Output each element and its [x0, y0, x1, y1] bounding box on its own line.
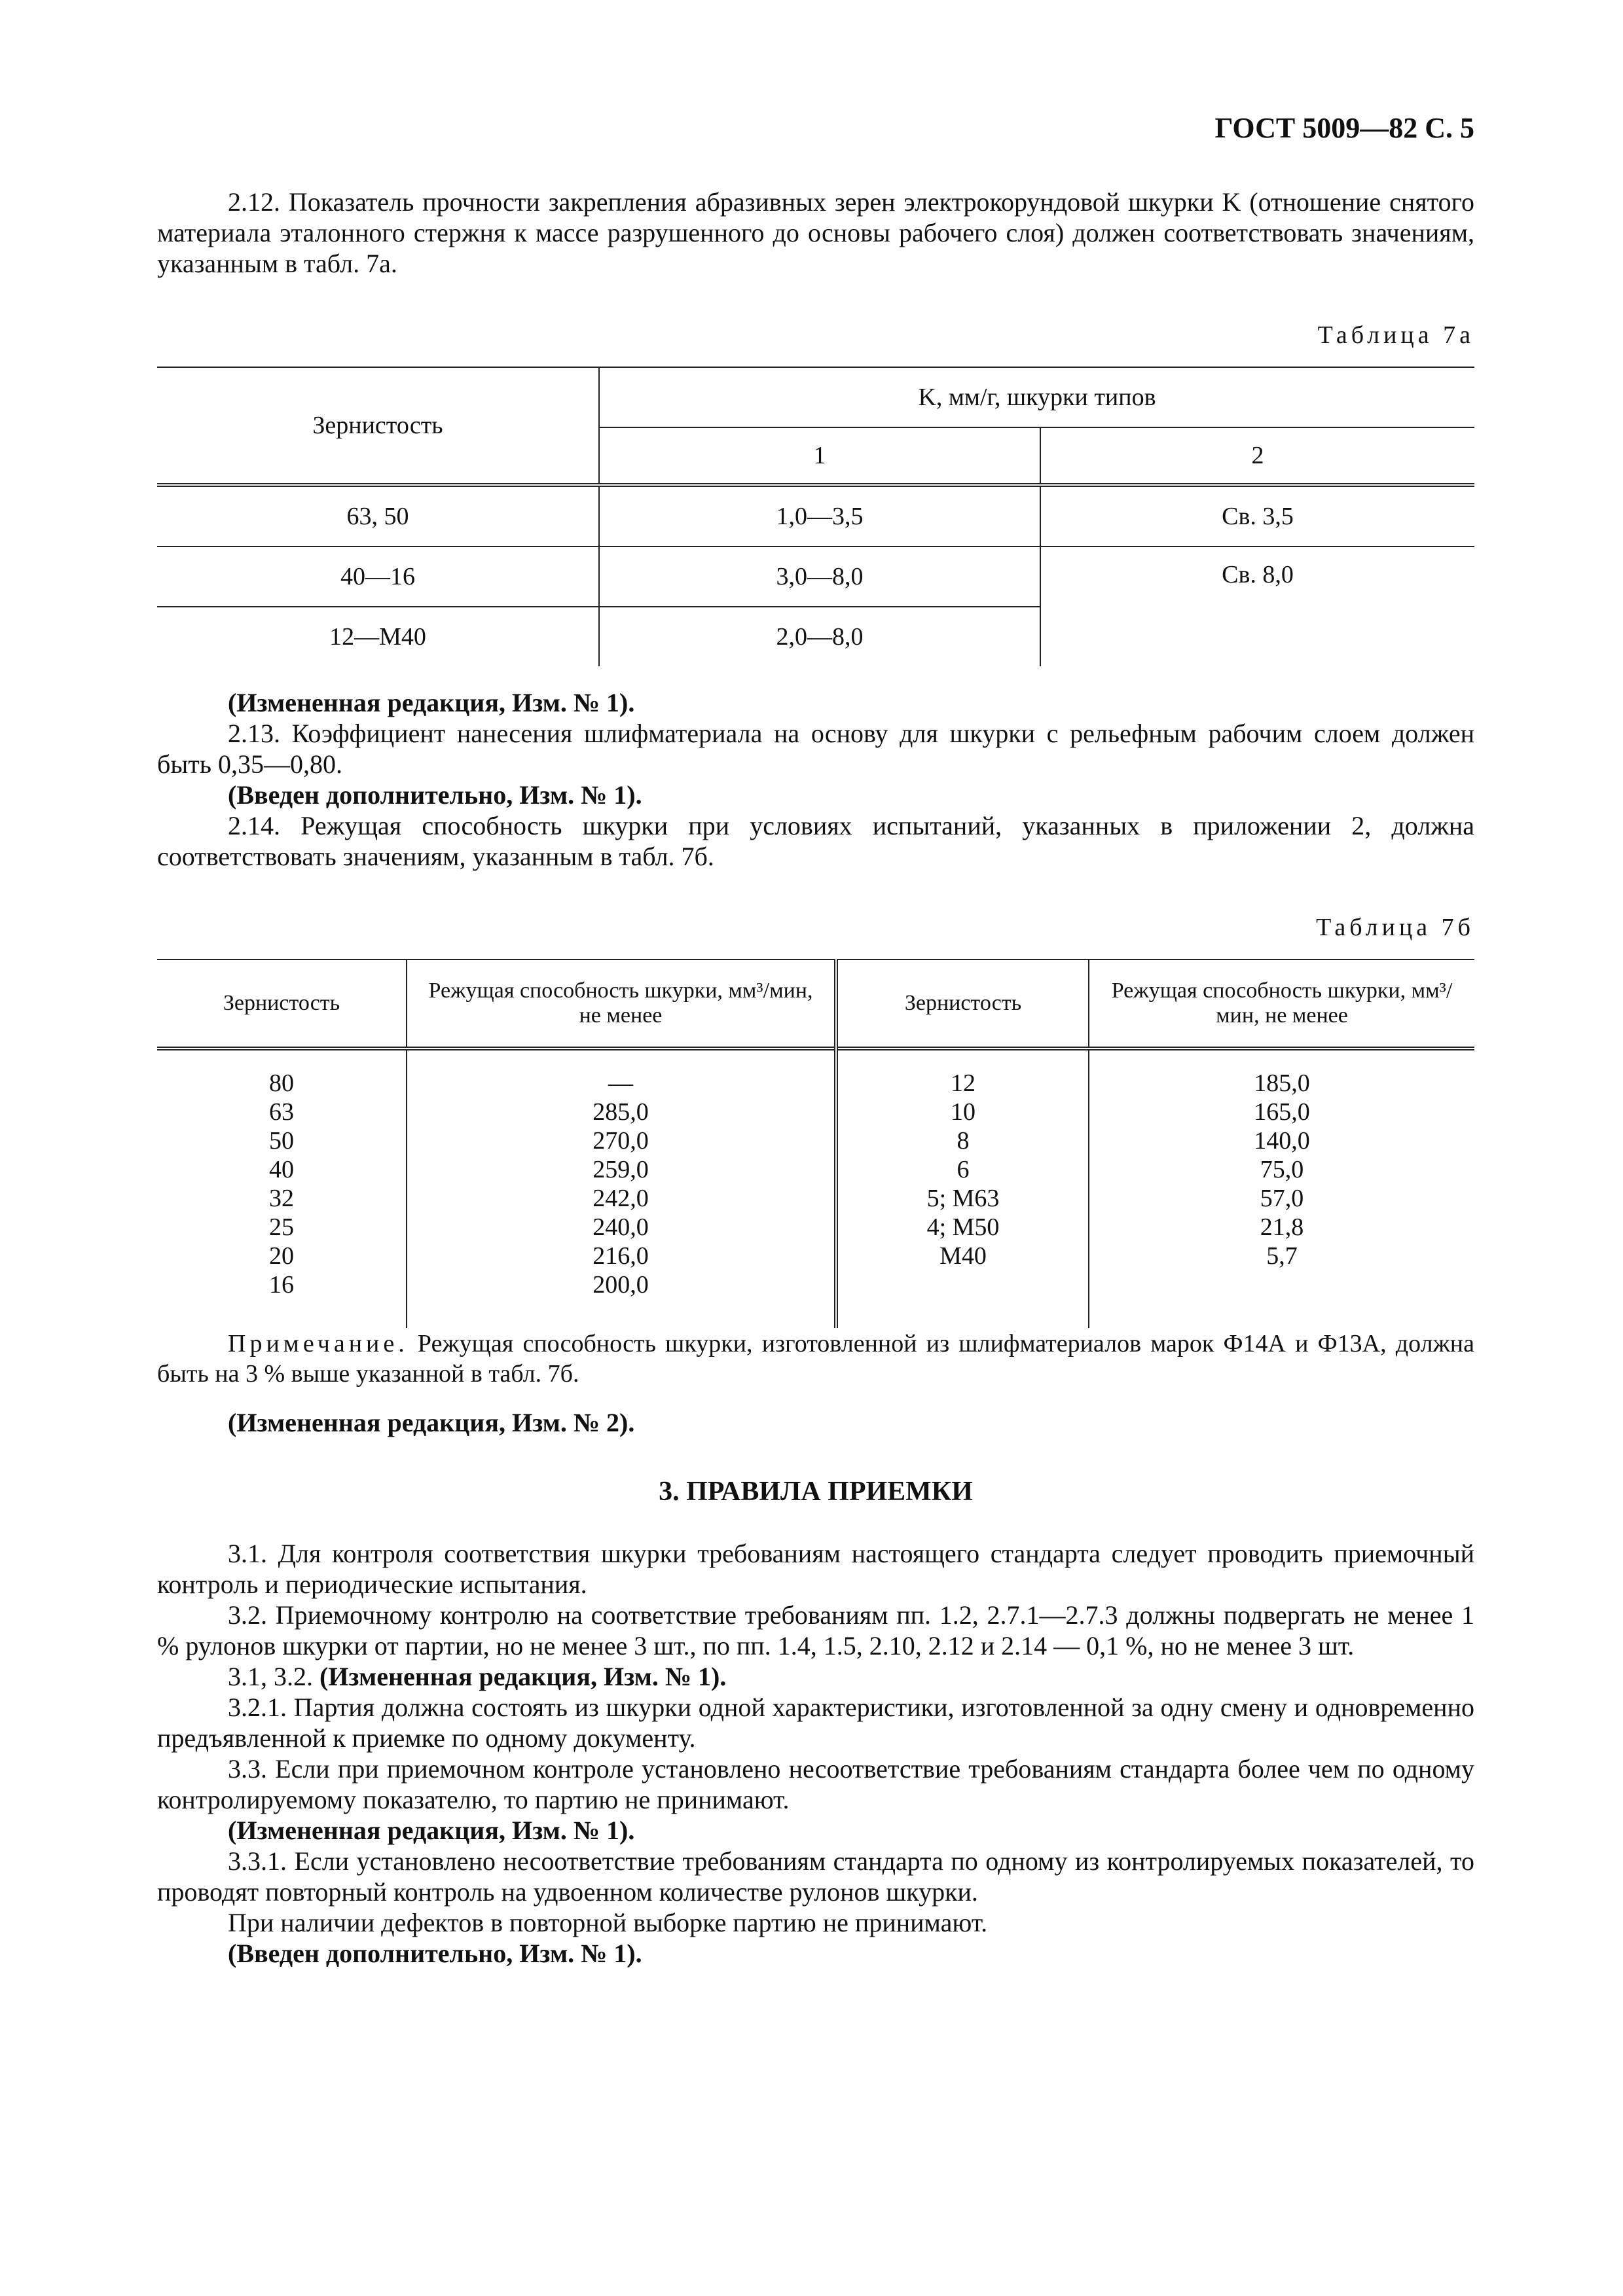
table-7b-column: 12 10 8 6 5; М63 4; М50 М40	[836, 1049, 1089, 1328]
table-7a-header-type1: 1	[599, 427, 1040, 485]
section-heading: 3. ПРАВИЛА ПРИЕМКИ	[659, 1477, 973, 1507]
table-7b-column: — 285,0 270,0 259,0 242,0 240,0 216,0 200,0	[407, 1049, 836, 1328]
table-7b-caption: Таблица 7б	[1316, 914, 1474, 941]
table-7a-cell: 3,0—8,0	[599, 547, 1040, 607]
table-note	[157, 1329, 1474, 1389]
paragraph-3-3: 3.3. Если при приемочном контроле установлено несоответствие требованиям стандарта более чем по одному контролируемому показателю, то партию не принимают.	[157, 1754, 1474, 1814]
table-7b-header-grain-right: Зернистость	[836, 960, 1089, 1049]
table-7b-header-cut-left: Режущая способность шкурки, мм³/мин, не менее	[407, 960, 836, 1049]
paragraph-3-1: 3.1. Для контроля соответствия шкурки требованиям настоящего стандарта следует проводить приемочный контроль и периодические испытания.	[157, 1539, 1474, 1599]
table-7a-cell: Св. 3,5	[1222, 503, 1294, 530]
paragraph-2-14: 2.14. Режущая способность шкурки при условиях испытаний, указанных в приложении 2, должна соответствовать значениям, указанным в табл. 7б.	[157, 811, 1474, 871]
paragraph-3-1-3-2	[157, 1661, 1474, 1692]
table-7b-column: 80 63 50 40 32 25 20 16	[157, 1049, 407, 1328]
note-label: Примечание.	[228, 1330, 409, 1357]
page-header: ГОСТ 5009—82 С. 5	[1214, 112, 1474, 144]
amendment-note: (Введен дополнительно, Изм. № 1).	[228, 1939, 642, 1968]
amendment-note: (Измененная редакция, Изм. № 1).	[228, 688, 635, 717]
paragraph-3-2-1: 3.2.1. Партия должна состоять из шкурки одной характеристики, изготовленной за одну смену и одновременно предъявленной к приемке по одному документу.	[157, 1693, 1474, 1753]
table-7a-cell: 12—М40	[157, 607, 599, 666]
amendment-note: (Измененная редакция, Изм. № 1).	[228, 1816, 635, 1845]
table-7a-cell: 1,0—3,5	[599, 485, 1040, 547]
paragraph-2-12: 2.12. Показатель прочности закрепления абразивных зерен электрокорундовой шкурки K (отношение снятого материала эталонного стержня к массе разрушенного до основы рабочего слоя) должен соответствовать значениям, указанным в табл. 7а.	[157, 187, 1474, 278]
amendment-note: (Измененная редакция, Изм. № 2).	[228, 1408, 635, 1437]
table-7a-header-grain: Зернистость	[157, 367, 599, 485]
table-7b-header-grain-left: Зернистость	[157, 960, 407, 1049]
table-7a-caption: Таблица 7а	[1317, 321, 1474, 349]
table-7b-header-cut-right: Режущая способность шкурки, мм³/мин, не менее	[1111, 978, 1453, 1028]
note-text: Режущая способность шкурки, изготовленной из шлифматериалов марок Ф14А и Ф13А, должна быть на 3 % выше указанной в табл. 7б.	[157, 1330, 1474, 1388]
table-7b	[157, 959, 1474, 1328]
table-7a-header-type2: 2	[1251, 442, 1264, 469]
paragraph-2-13: 2.13. Коэффициент нанесения шлифматериала на основу для шкурки с рельефным рабочим слоем должен быть 0,35—0,80.	[157, 719, 1474, 779]
table-7a-cell: 40—16	[157, 547, 599, 607]
table-7a-cell: 63, 50	[157, 485, 599, 547]
amendment-note: (Измененная редакция, Изм. № 1).	[319, 1662, 727, 1691]
table-7a-cell: Св. 8,0	[1222, 561, 1294, 588]
paragraph-3-3-1: 3.3.1. Если установлено несоответствие требованиям стандарта по одному из контролируемых показателей, то проводят повторный контроль на удвоенном количестве рулонов шкурки.	[157, 1846, 1474, 1907]
table-7a	[157, 367, 1474, 666]
table-7a-cell: 2,0—8,0	[599, 607, 1040, 666]
paragraph-defects: При наличии дефектов в повторной выборке партию не принимают.	[228, 1908, 988, 1937]
paragraph-prefix: 3.1, 3.2.	[228, 1662, 319, 1691]
table-7a-header-k: K, мм/г, шкурки типов	[599, 367, 1474, 427]
amendment-note: (Введен дополнительно, Изм. № 1).	[228, 780, 642, 810]
table-7b-column: 185,0 165,0 140,0 75,0 57,0 21,8 5,7	[1254, 1069, 1310, 1270]
paragraph-3-2: 3.2. Приемочному контролю на соответствие требованиям пп. 1.2, 2.7.1—2.7.3 должны подвергать не менее 1 % рулонов шкурки от партии, но не менее 3 шт., по пп. 1.4, 1.5, 2.10, 2.12 и 2.14 — 0,1 %, но не менее 3 шт.	[157, 1600, 1474, 1660]
